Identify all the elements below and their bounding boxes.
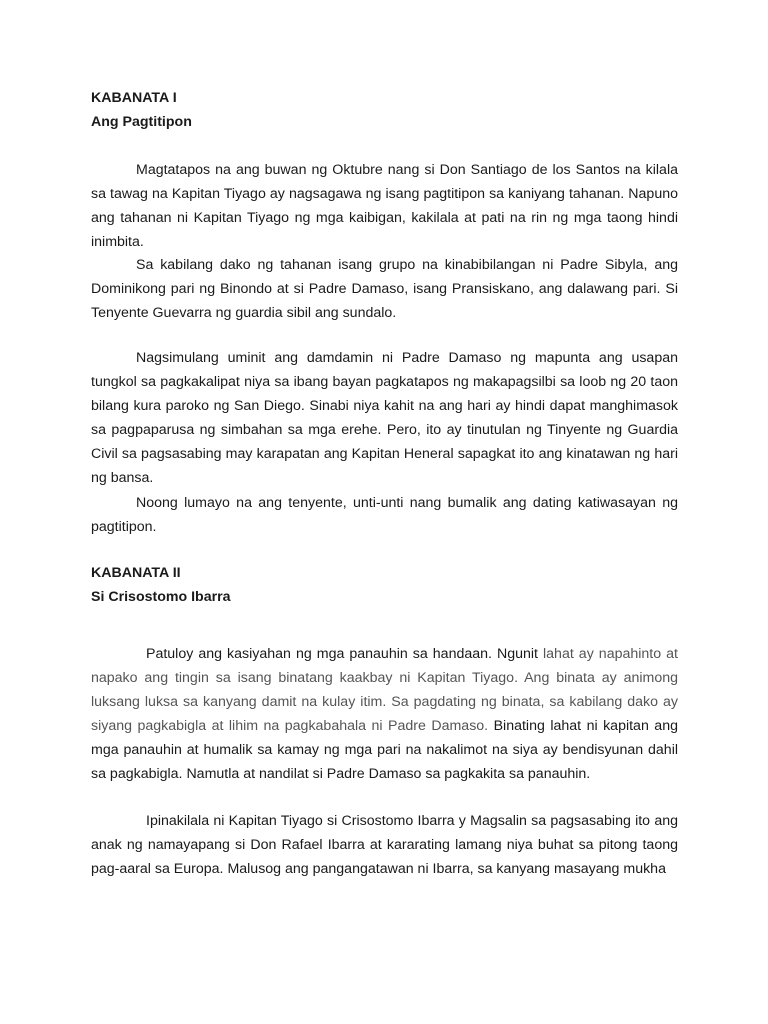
- chapter-1-paragraph-1: Magtatapos na ang buwan ng Oktubre nang si Don Santiago de los Santos na kilala sa tawag na Kapitan Tiyago ay nagsagawa ng isang pagtitipon sa kaniyang tahanan. Napuno ang tahanan ni Kapitan Tiyago ng mga kaibigan, kakilala at pati na rin ng mga taong hindi inimbita.: [91, 162, 678, 250]
- chapter-2-paragraph-1: [91, 642, 678, 786]
- chapter-2-heading: KABANATA II: [91, 565, 181, 581]
- chapter-1-subheading: Ang Pagtitipon: [91, 114, 192, 130]
- chapter-2-paragraph-1-part-c: Binating lahat ni kapitan ang mga panauhin at humalik sa kamay ng mga pari na nakalimot na siya ay bendisyunan dahil sa pagkabigla. Namutla at nandilat si Padre Damaso sa pagkakita sa panauhin.: [91, 718, 678, 782]
- chapter-1-paragraph-2: Sa kabilang dako ng tahanan isang grupo na kinabibilangan ni Padre Sibyla, ang Dominikong pari ng Binondo at si Padre Damaso, isang Pransiskano, ang dalawang pari. Si Tenyente Guevarra ng guardia sibil ang sundalo.: [91, 257, 678, 321]
- chapter-1-paragraph-4: Noong lumayo na ang tenyente, unti-unti nang bumalik ang dating katiwasayan ng pagtitipon.: [91, 495, 678, 535]
- chapter-1-heading: KABANATA I: [91, 90, 177, 106]
- chapter-2-paragraph-2: Ipinakilala ni Kapitan Tiyago si Crisostomo Ibarra y Magsalin sa pagsasabing ito ang anak ng namayapang si Don Rafael Ibarra at kararating lamang niya buhat sa pitong taong pag-aaral sa Europa. Malusog ang pangangatawan ni Ibarra, sa kanyang masayang mukha: [91, 813, 678, 877]
- chapter-2-paragraph-1-part-a: Patuloy ang kasiyahan ng mga panauhin sa handaan. Ngunit: [146, 646, 544, 662]
- chapter-2-paragraph-1-part-b: lahat ay napahinto at napako ang tingin sa isang binatang kaakbay ni Kapitan Tiyago. Ang binata ay animong luksang luksa sa kanyang damit na kulay itim. Sa pagdating ng binata, sa kabilang dako ay siyang pagkabigla at lihim na pagkabahala ni Padre Damaso.: [91, 646, 678, 734]
- chapter-2-subheading: Si Crisostomo Ibarra: [91, 589, 231, 605]
- chapter-1-paragraph-3: Nagsimulang uminit ang damdamin ni Padre Damaso ng mapunta ang usapan tungkol sa pagkakalipat niya sa ibang bayan pagkatapos ng makapagsilbi sa loob ng 20 taon bilang kura paroko ng San Diego. Sinabi niya kahit na ang hari ay hindi dapat manghimasok sa pagpaparusa ng simbahan sa mga erehe. Pero, ito ay tinutulan ng Tinyente ng Guardia Civil sa pagsasabing may karapatan ang Kapitan Heneral sapagkat ito ang kinatawan ng hari ng bansa.: [91, 350, 678, 486]
